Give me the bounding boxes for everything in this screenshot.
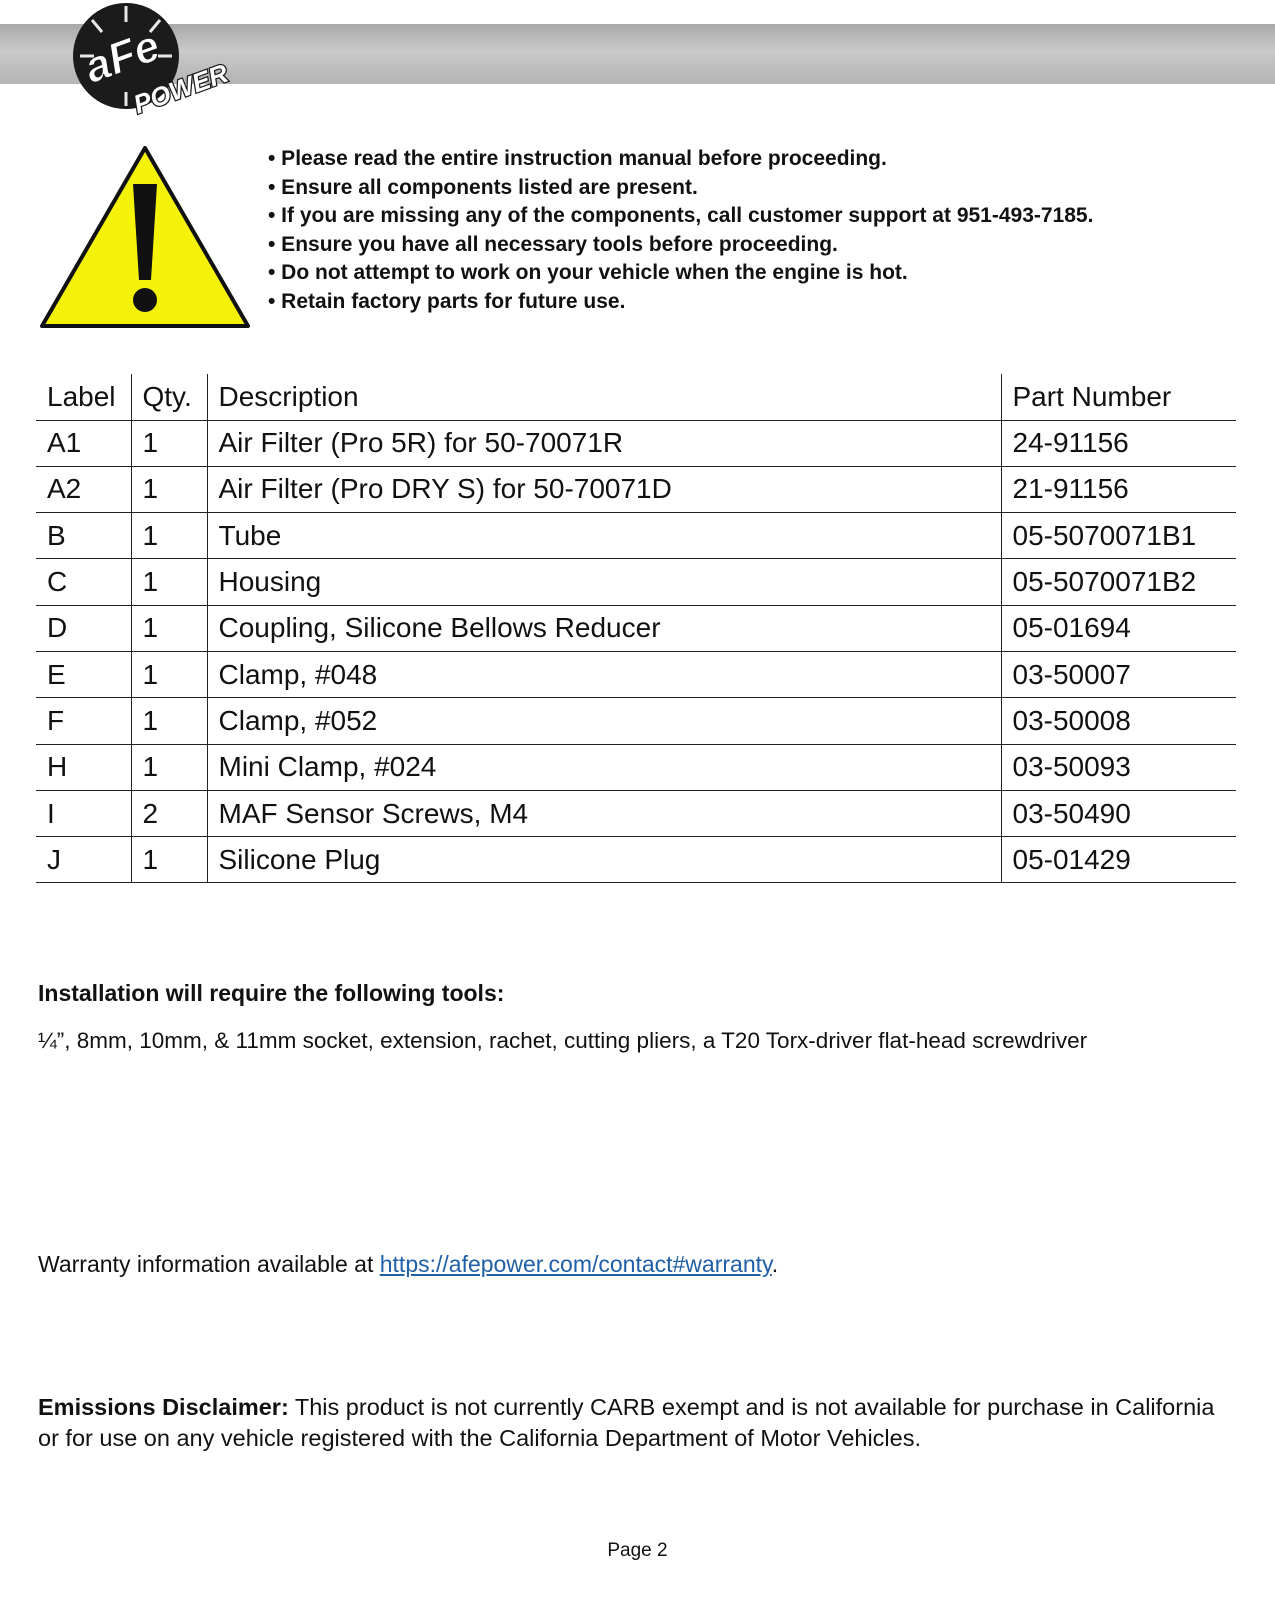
notice-item: • If you are missing any of the components, call customer support at 951-493-7185. xyxy=(268,204,1094,227)
cell-label: A2 xyxy=(36,466,131,512)
cell-description: Housing xyxy=(207,559,1001,605)
table-row xyxy=(36,513,1236,559)
cell-description: Coupling, Silicone Bellows Reducer xyxy=(207,605,1001,651)
cell-description: Mini Clamp, #024 xyxy=(207,744,1001,790)
cell-part-number: 21-91156 xyxy=(1001,466,1236,512)
safety-notice-list xyxy=(268,145,1093,316)
page-number: Page 2 xyxy=(607,1540,668,1561)
cell-label: A1 xyxy=(36,420,131,466)
notice-item: • Ensure all components listed are present. xyxy=(268,175,698,199)
warranty-link[interactable]: https://afepower.com/contact#warranty xyxy=(379,1251,772,1277)
cell-part-number: 24-91156 xyxy=(1001,420,1236,466)
tools-list: ¼”, 8mm, 10mm, & 11mm socket, extension, rachet, cutting pliers, a T20 Torx-driver flat-head screwdriver xyxy=(38,1028,1088,1053)
table-row xyxy=(36,559,1236,605)
cell-part-number: 05-5070071B1 xyxy=(1001,513,1236,559)
table-row xyxy=(36,605,1236,651)
cell-label: I xyxy=(36,790,131,836)
table-row xyxy=(36,651,1236,697)
notice-item: • Ensure you have all necessary tools before proceeding. xyxy=(268,232,838,256)
cell-qty: 1 xyxy=(131,420,207,466)
cell-part-number: 05-01429 xyxy=(1001,837,1236,883)
notice-item: • Do not attempt to work on your vehicle when the engine is hot. xyxy=(268,261,908,284)
cell-description: Clamp, #052 xyxy=(207,698,1001,744)
cell-qty: 1 xyxy=(131,651,207,697)
table-row xyxy=(36,744,1236,790)
cell-description: Air Filter (Pro 5R) for 50-70071R xyxy=(207,420,1001,466)
cell-part-number: 03-50093 xyxy=(1001,744,1236,790)
notice-item: • Retain factory parts for future use. xyxy=(268,289,626,313)
cell-part-number: 03-50007 xyxy=(1001,651,1236,697)
tools-heading: Installation will require the following tools: xyxy=(38,980,505,1006)
table-row xyxy=(36,837,1236,883)
afe-power-logo xyxy=(70,0,250,120)
cell-label: B xyxy=(36,513,131,559)
cell-label: E xyxy=(36,651,131,697)
cell-description: Tube xyxy=(207,513,1001,559)
table-header-row xyxy=(36,374,1236,420)
cell-label: F xyxy=(36,698,131,744)
cell-qty: 2 xyxy=(131,790,207,836)
cell-label: H xyxy=(36,744,131,790)
disclaimer-text: This product is not currently CARB exempt and is not available for purchase in California or for use on any vehicle registered with the California Department of Motor Vehicles. xyxy=(38,1394,1215,1451)
cell-description: Silicone Plug xyxy=(207,837,1001,883)
svg-text:aFe: aFe xyxy=(77,20,166,93)
cell-part-number: 03-50008 xyxy=(1001,698,1236,744)
notice-item: • Please read the entire instruction manual before proceeding. xyxy=(268,147,887,170)
disclaimer-label: Emissions Disclaimer: xyxy=(38,1394,289,1420)
table-row xyxy=(36,790,1236,836)
cell-part-number: 03-50490 xyxy=(1001,790,1236,836)
cell-part-number: 05-5070071B2 xyxy=(1001,559,1236,605)
warning-triangle-icon xyxy=(36,142,254,336)
cell-qty: 1 xyxy=(131,513,207,559)
cell-label: J xyxy=(36,837,131,883)
header-description: Description xyxy=(207,374,1001,420)
cell-qty: 1 xyxy=(131,837,207,883)
svg-text:POWER: POWER xyxy=(129,57,232,120)
table-row xyxy=(36,698,1236,744)
cell-qty: 1 xyxy=(131,698,207,744)
warranty-line xyxy=(38,1251,778,1278)
emissions-disclaimer xyxy=(38,1392,1238,1454)
cell-description: Clamp, #048 xyxy=(207,651,1001,697)
table-row xyxy=(36,420,1236,466)
cell-qty: 1 xyxy=(131,744,207,790)
parts-table xyxy=(36,374,1236,883)
warranty-text: Warranty information available at xyxy=(38,1251,380,1277)
cell-description: MAF Sensor Screws, M4 xyxy=(207,790,1001,836)
cell-description: Air Filter (Pro DRY S) for 50-70071D xyxy=(207,466,1001,512)
table-row xyxy=(36,466,1236,512)
cell-label: C xyxy=(36,559,131,605)
cell-qty: 1 xyxy=(131,605,207,651)
cell-part-number: 05-01694 xyxy=(1001,605,1236,651)
cell-label: D xyxy=(36,605,131,651)
cell-qty: 1 xyxy=(131,559,207,605)
header-qty: Qty. xyxy=(131,374,207,420)
warranty-suffix: . xyxy=(771,1251,779,1277)
header-label: Label xyxy=(36,374,131,420)
header-part-number: Part Number xyxy=(1001,374,1236,420)
cell-qty: 1 xyxy=(131,466,207,512)
